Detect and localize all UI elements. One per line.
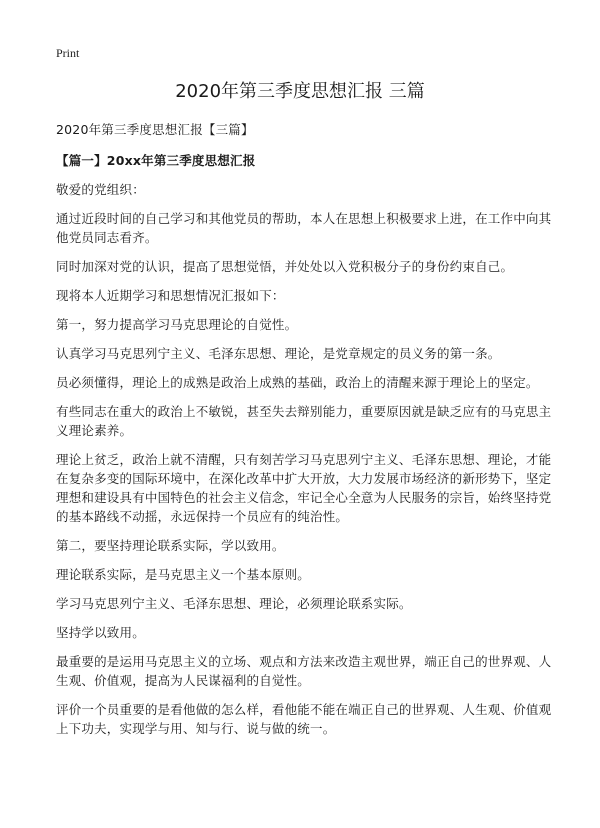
- paragraph: 认真学习马克思列宁主义、毛泽东思想、理论，是党章规定的员义务的第一条。: [56, 346, 501, 361]
- section-heading: 【篇一】20xx年第三季度思想汇报: [56, 153, 256, 168]
- paragraph: 通过近段时间的自己学习和其他党员的帮助，本人在思想上积极要求上进，在工作中向其他党员同志看齐。: [56, 211, 552, 245]
- point-heading: 第一，努力提高学习马克思理论的自觉性。: [56, 317, 298, 332]
- paragraph: 员必须懂得，理论上的成熟是政治上成熟的基础，政治上的清醒来源于理论上的坚定。: [56, 375, 539, 390]
- document-title: 2020年第三季度思想汇报 三篇: [175, 81, 425, 102]
- paragraph: 理论联系实际，是马克思主义一个基本原则。: [56, 567, 311, 582]
- paragraph: 理论上贫乏，政治上就不清醒，只有刻苦学习马克思列宁主义、毛泽东思想、理论，才能在复杂多变的国际环境中，在深化改革中扩大开放，大力发展市场经济的新形势下，坚定理想和建设具有中国特色的社会主义信念，牢记全心全意为人民服务的宗旨，始终坚持党的基本路线不动摇，永远保持一个员应有的纯治性。: [56, 452, 552, 524]
- paragraph: 现将本人近期学习和思想情况汇报如下：: [56, 288, 285, 303]
- paragraph: 评价一个员重要的是看他做的怎么样，看他能不能在端正自己的世界观、人生观、价值观上下功夫，实现学与用、知与行、说与做的统一。: [56, 702, 552, 736]
- point-heading: 第二，要坚持理论联系实际，学以致用。: [56, 538, 285, 553]
- print-label: Print: [56, 46, 80, 60]
- paragraph: 最重要的是运用马克思主义的立场、观点和方法来改造主观世界，端正自己的世界观、人生观、价值观，提高为人民谋福利的自觉性。: [56, 654, 552, 688]
- document-subtitle: 2020年第三季度思想汇报【三篇】: [56, 122, 254, 137]
- paragraph: 坚持学以致用。: [56, 625, 145, 640]
- document-body: [56, 120, 552, 748]
- paragraph: 有些同志在重大的政治上不敏锐，甚至失去辩别能力，重要原因就是缺乏应有的马克思主义理论素养。: [56, 404, 552, 438]
- paragraph: 同时加深对党的认识，提高了思想觉悟，并处处以入党积极分子的身份约束自己。: [56, 259, 514, 274]
- paragraph: 学习马克思列宁主义、毛泽东思想、理论，必须理论联系实际。: [56, 596, 412, 611]
- salutation: 敬爱的党组织：: [56, 182, 145, 197]
